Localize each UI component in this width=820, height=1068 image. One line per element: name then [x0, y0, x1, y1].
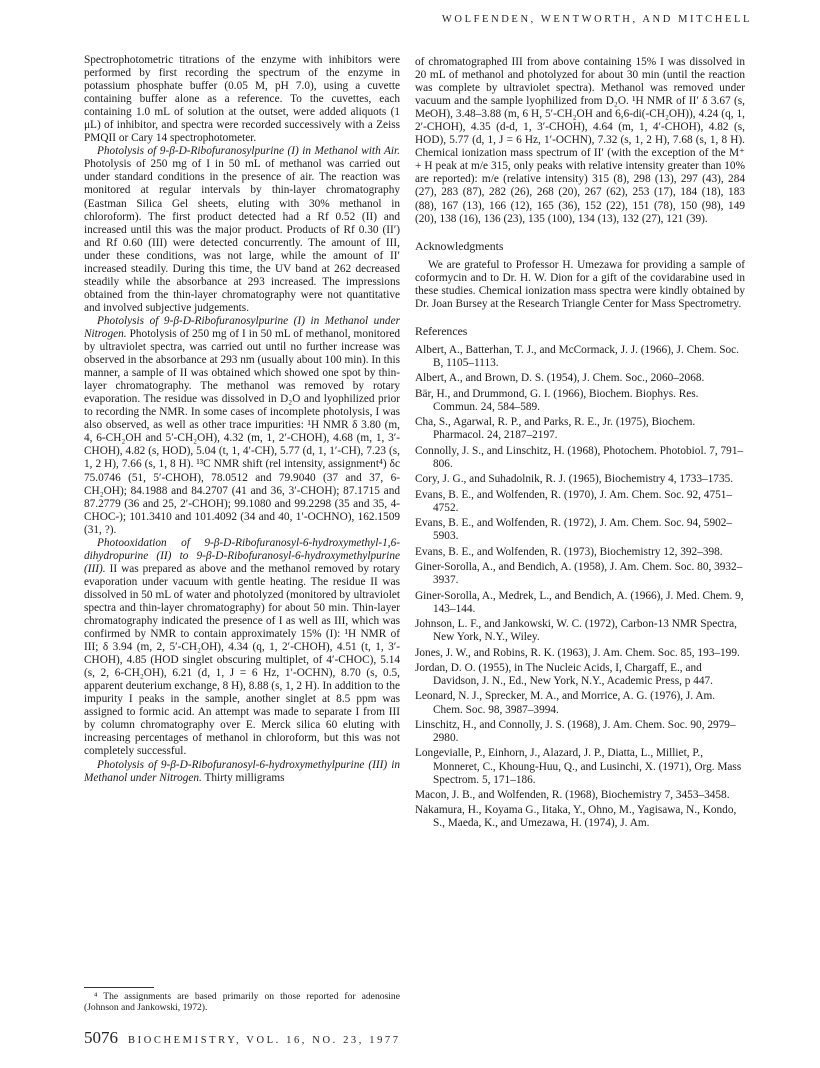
reference-item: Albert, A., Batterhan, T. J., and McCormack, J. J. (1966), J. Chem. Soc. B, 1105–1113. [415, 343, 740, 369]
reference-item: Jordan, D. O. (1955), in The Nucleic Acids, I, Chargaff, E., and Davidson, J. N., Ed., New York, N.Y., Academic Press, p 447. [415, 662, 714, 688]
paragraph-titration: Spectrophotometric titrations of the enzyme with inhibitors were performed by first recording the spectrum of the enzyme in potassium phosphate buffer (0.05 M, pH 7.0), using a cuvette containing buffer alone as a reference. To the cuvettes, each containing 1.0 mL of solution at the outset, were added aliquots (1 μL) of inhibitor, and spectra were recorded successively with a Zeiss PMQII or Cary 14 spectrophotometer. [84, 54, 400, 145]
running-head: WOLFENDEN, WENTWORTH, AND MITCHELL [441, 14, 752, 25]
paragraph-photolysis-iii [84, 759, 400, 785]
reference-item: Giner-Sorolla, A., and Bendich, A. (1958), J. Am. Chem. Soc. 80, 3932–3937. [415, 561, 743, 587]
paragraph-continued: of chromatographed III from above containing 15% I was dissolved in 20 mL of methanol and photolyzed for about 30 min (until the reaction was complete by ultraviolet spectra). Methanol was removed under vacuum and the sample lyophilized from D₂O. ¹H NMR of II′ δ 3.67 (s, MeOH), 3.48–3.88 (m, 6 H, 5′-CH₂OH and 6,6-di(-CH₂OH)), 4.24 (q, 1, 2′-CHOH), 4.35 (d-d, 1, 3′-CHOH), 4.64 (m, 1, 4′-CHOH), 4.82 (s, HOD), 5.77 (d, 1, J = 6 Hz, 1′-OCHN), 7.32 (s, 1, 2 H), 7.68 (s, 1, 8 H). Chemical ionization mass spectrum of II′ (with the exception of the M⁺ + H peak at m/e 315, only peaks with relative intensity greater than 10% are reported): m/e (relative intensity) 315 (8), 298 (13), 297 (43), 284 (27), 283 (87), 282 (26), 268 (20), 267 (62), 253 (17), 184 (18), 183 (88), 167 (13), 166 (12), 165 (36), 152 (22), 151 (78), 150 (98), 149 (20), 138 (16), 136 (23), 135 (100), 134 (13), 132 (27), 121 (39). [415, 56, 745, 225]
paragraph-photolysis-nitrogen [84, 315, 400, 537]
journal-info: BIOCHEMISTRY, VOL. 16, NO. 23, 1977 [128, 1035, 401, 1046]
right-column [415, 56, 745, 833]
footnote-text: ⁴ The assignments are based primarily on those reported for adenosine (Johnson and Jankowski, 1972). [84, 991, 400, 1014]
paragraph-photooxidation-text: II was prepared as above and the methanol removed by rotary evaporation under vacuum with gentle heating. The residue II was dissolved in 50 mL of water and photolyzed (monitored by ultraviolet spectra and thin-layer chromatography) for about 50 min. Thin-layer chromatography indicated the presence of I as well as III, which was confirmed by NMR to contain approximately 15% (I): ¹H NMR of III; δ 3.94 (m, 2, 5′-CH₂OH), 4.34 (q, 1, 2′-CHOH), 4.51 (t, 1, 3′-CHOH), 4.85 (HOD singlet obscuring multiplet, of 4′-CHOC), 5.14 (s, 2, 6-CH₂OH), 6.21 (d, 1, J = 6 Hz, 1′-OCHN), 8.70 (s, 0.5, apparent deuterium exchange, 8 H), 8.88 (s, 1, 2 H). In addition to the impurity I peaks in the sample, another singlet at 8.5 ppm was assigned to formic acid. An attempt was made to separate I from III by column chromatography over E. Merck silica 60 eluting with increasing percentages of methanol in chloroform, but this was not completely successful. [84, 562, 400, 758]
footnote-rule [84, 987, 154, 988]
paragraph-photolysis-air-text: Photolysis of 250 mg of I in 50 mL of methanol was carried out under standard conditions in the presence of air. The reaction was monitored at regular intervals by thin-layer chromatography (Eastman Silica Gel sheets, eluting with 30% methanol in chloroform). The first product detected had a Rf 0.52 (II) and increased until this was the major product. Products of Rf 0.30 (II′) and Rf 0.60 (III) were detected concurrently. The amount of III, under these conditions, was not large, while the amount of II′ increased steadily. During this time, the UV band at 262 decreased steadily while the absorbance at 293 increased. The impressions obtained from the thin-layer chromatography were not quantitative and involved subjective judgements. [84, 158, 400, 314]
reference-item: Leonard, N. J., Sprecker, M. A., and Morrice, A. G. (1976), J. Am. Chem. Soc. 98, 3987–3994. [415, 690, 716, 716]
subheading-photolysis-air: Photolysis of 9-β-D-Ribofuranosylpurine (I) in Methanol with Air. [97, 145, 400, 158]
paragraph-photolysis-air [84, 145, 400, 315]
reference-item: Bär, H., and Drummond, G. I. (1966), Biochem. Biophys. Res. Commun. 24, 584–589. [415, 387, 699, 413]
reference-item: Evans, B. E., and Wolfenden, R. (1972), J. Am. Chem. Soc. 94, 5902–5903. [415, 517, 733, 543]
acknowledgments-heading: Acknowledgments [415, 238, 504, 253]
reference-item: Jones, J. W., and Robins, R. K. (1963), J. Am. Chem. Soc. 85, 193–199. [415, 646, 740, 659]
reference-item: Longevialle, P., Einhorn, J., Alazard, J. P., Diatta, L., Milliet, P., Monneret, C., Khoung-Huu, Q., and Lusinchi, X. (1971), Org. Mass Spectrom. 5, 171–186. [415, 747, 742, 786]
references-heading: References [415, 323, 468, 338]
reference-item: Linschitz, H., and Connolly, J. S. (1968), J. Am. Chem. Soc. 90, 2979–2980. [415, 718, 736, 745]
paragraph-photolysis-iii-text: Thirty milligrams [204, 771, 285, 784]
reference-item: Connolly, J. S., and Linschitz, H. (1968), Photochem. Photobiol. 7, 791–806. [415, 444, 744, 470]
subheading-photooxidation: Photooxidation of 9-β-D-Ribofuranosyl-6-hydroxymethyl-1,6-dihydropurine (II) to 9-β-D-Ribofuranosyl-6-hydroxymethylpurine (III). [84, 536, 400, 575]
reference-item: Giner-Sorolla, A., Medrek, L., and Bendich, A. (1966), J. Med. Chem. 9, 143–144. [415, 589, 744, 615]
reference-list [415, 344, 745, 831]
paragraph-photooxidation [84, 537, 400, 759]
page-number: 5076 [84, 1028, 118, 1047]
acknowledgments-text: We are grateful to Professor H. Umezawa for providing a sample of coformycin and to Dr. H. W. Dion for a gift of the covidarabine used in these studies. Chemical ionization mass spectra were kindly obtained by Dr. Joan Bursey at the Research Triangle Center for Mass Spectrometry. [415, 258, 745, 310]
reference-item: Cha, S., Agarwal, R. P., and Parks, R. E., Jr. (1975), Biochem. Pharmacol. 24, 2187–2197. [415, 416, 696, 442]
reference-item: Albert, A., and Brown, D. S. (1954), J. Chem. Soc., 2060–2068. [415, 372, 705, 385]
reference-item: Johnson, L. F., and Jankowski, W. C. (1972), Carbon-13 NMR Spectra, New York, N.Y., Wiley. [415, 618, 737, 644]
left-column [84, 54, 400, 785]
reference-item: Macon, J. B., and Wolfenden, R. (1968), Biochemistry 7, 3453–3458. [415, 788, 730, 801]
footnote [84, 991, 400, 1014]
reference-item: Evans, B. E., and Wolfenden, R. (1970), J. Am. Chem. Soc. 92, 4751–4752. [415, 488, 733, 514]
paragraph-photolysis-nitrogen-text: Photolysis of 250 mg of I in 50 mL of methanol, monitored by ultraviolet spectra, was carried out until no further increase was observed in the absorbance at 293 nm (usually about 100 min). In this manner, a sample of II was obtained which showed one spot by thin-layer chromatography. The methanol was removed by rotary evaporation. The residue was dissolved in D₂O and lyophilized prior to recording the NMR. In some cases of incomplete photolysis, I was also observed, as well as other trace impurities: ¹H NMR δ 3.80 (m, 4, 6-CH₂OH and 5′-CH₂OH), 4.32 (m, 1, 2′-CHOH), 4.68 (m, 1, 3′-CHOH), 4.82 (s, HOD), 5.04 (t, 1, 4′-CH), 5.77 (d, 1, 1′-CH), 7.23 (s, 1, 2 H), 7.66 (s, 1, 8 H). ¹³C NMR shift (rel intensity, assignment⁴) δc 75.0746 (51, 5′-CHOH), 78.0512 and 79.9040 (37 and 37, 6-CH₂OH); 84.1988 and 84.2707 (41 and 36, 3′-CHOH); 87.1715 and 87.2779 (36 and 25, 2′-CHOH); 99.1080 and 99.2298 (35 and 35, 4-CHOC-); 101.3410 and 101.4092 (34 and 40, 1′-OCHNO), 162.1509 (31, ?). [84, 327, 400, 536]
reference-item: Nakamura, H., Koyama G., Iitaka, Y., Ohno, M., Yagisawa, N., Kondo, S., Maeda, K., and Umezawa, H. (1974), J. Am. [415, 804, 737, 830]
subheading-photolysis-iii: Photolysis of 9-β-D-Ribofuranosyl-6-hydroxymethylpurine (III) in Methanol under Nitrogen. [84, 758, 400, 784]
reference-item: Cory, J. G., and Suhadolnik, R. J. (1965), Biochemistry 4, 1733–1735. [415, 473, 734, 486]
subheading-photolysis-nitrogen: Photolysis of 9-β-D-Ribofuranosylpurine (I) in Methanol under Nitrogen. [84, 314, 400, 340]
page-footer [84, 1028, 401, 1048]
reference-item: Evans, B. E., and Wolfenden, R. (1973), Biochemistry 12, 392–398. [415, 545, 723, 558]
